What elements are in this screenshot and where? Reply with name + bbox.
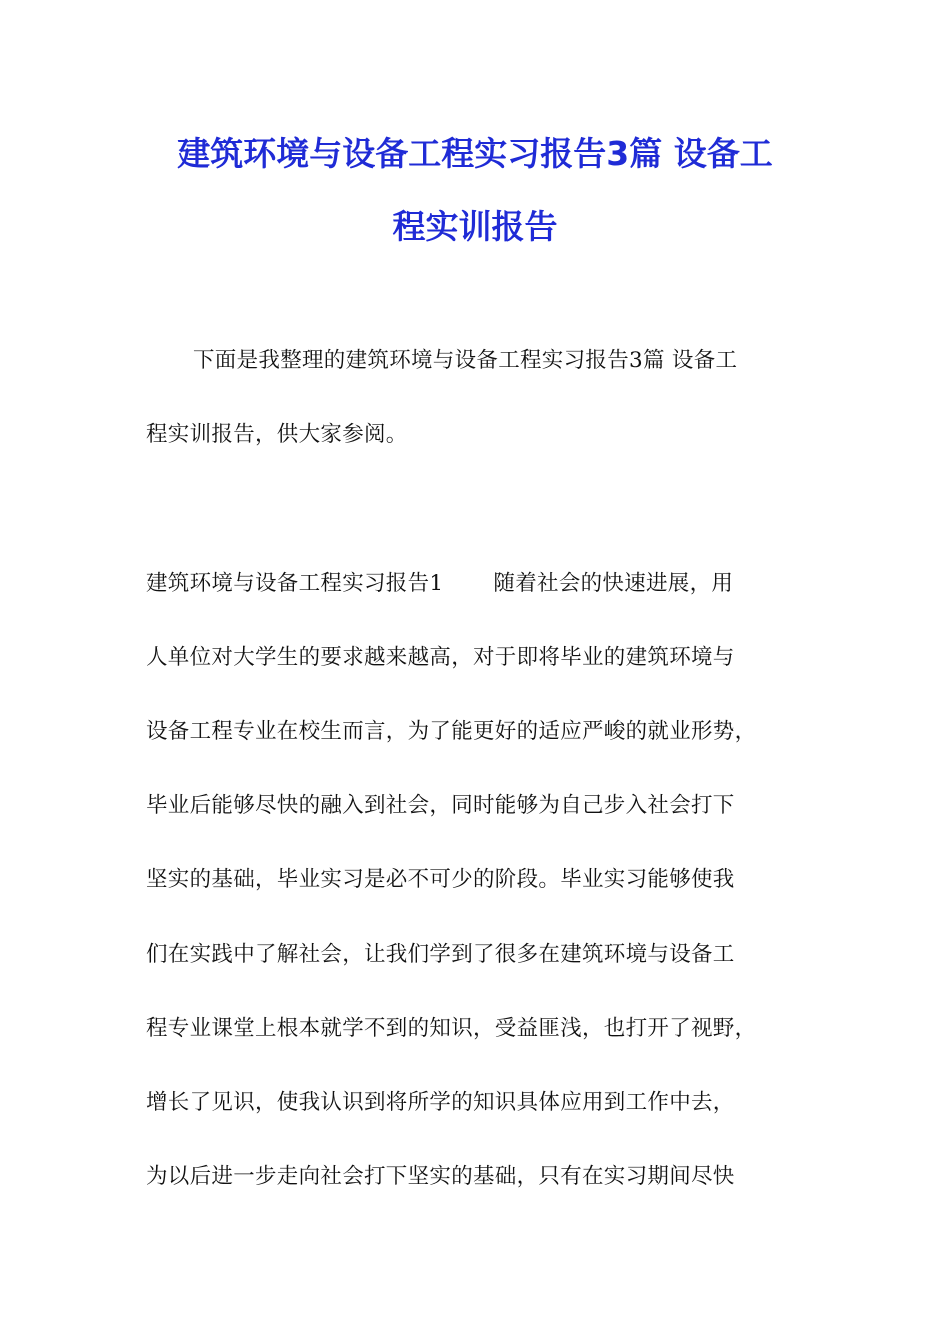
body-line: 程专业课堂上根本就学不到的知识，受益匪浅，也打开了视野， xyxy=(146,1016,757,1041)
body-line: 为以后进一步走向社会打下坚实的基础，只有在实习期间尽快 xyxy=(146,1164,735,1189)
section-1-first-text: 随着社会的快速进展，用 xyxy=(493,571,734,596)
body-line: 坚实的基础，毕业实习是必不可少的阶段。毕业实习能够使我 xyxy=(146,867,735,892)
body-line: 设备工程专业在校生而言，为了能更好的适应严峻的就业形势， xyxy=(146,719,757,744)
document-title-line-2: 程实训报告 xyxy=(392,207,558,246)
body-line: 增长了见识，使我认识到将所学的知识具体应用到工作中去， xyxy=(146,1090,735,1115)
body-line: 毕业后能够尽快的融入到社会，同时能够为自己步入社会打下 xyxy=(146,793,735,818)
document-title-line-1: 建筑环境与设备工程实习报告3篇 设备工 xyxy=(177,134,773,173)
intro-line-1: 下面是我整理的建筑环境与设备工程实习报告3篇 设备工 xyxy=(193,348,738,373)
body-line: 们在实践中了解社会，让我们学到了很多在建筑环境与设备工 xyxy=(146,942,735,967)
intro-line-2: 程实训报告，供大家参阅。 xyxy=(146,422,408,447)
section-1-first-line xyxy=(146,569,733,599)
body-line: 人单位对大学生的要求越来越高，对于即将毕业的建筑环境与 xyxy=(146,645,735,670)
section-1-heading: 建筑环境与设备工程实习报告1 xyxy=(146,571,444,596)
